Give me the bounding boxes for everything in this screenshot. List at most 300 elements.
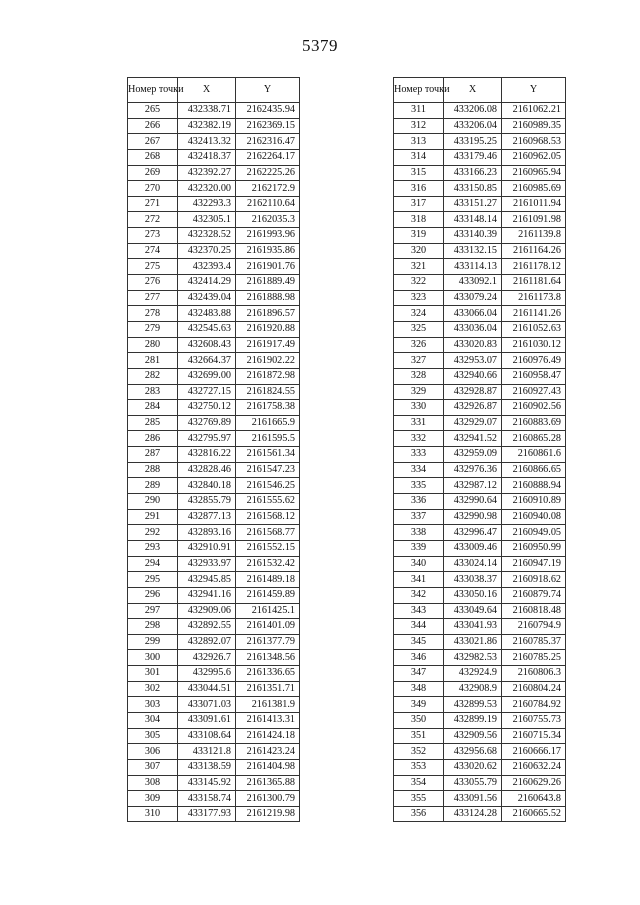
table-row xyxy=(128,196,300,212)
x-cell: 432828.46 xyxy=(178,462,236,478)
table-row xyxy=(394,806,566,822)
y-cell: 2161889.49 xyxy=(236,275,300,291)
x-cell: 433177.93 xyxy=(178,806,236,822)
x-cell: 433206.04 xyxy=(444,118,502,134)
table-row xyxy=(394,666,566,682)
y-cell: 2161901.76 xyxy=(236,259,300,275)
point-number-cell: 308 xyxy=(128,775,178,791)
x-cell: 432370.25 xyxy=(178,243,236,259)
x-cell: 432328.52 xyxy=(178,228,236,244)
table-row xyxy=(394,400,566,416)
header-point-number: Номер точки xyxy=(394,78,444,103)
y-cell: 2160755.73 xyxy=(502,712,566,728)
x-cell: 432928.87 xyxy=(444,384,502,400)
x-cell: 432995.6 xyxy=(178,666,236,682)
table-row xyxy=(394,134,566,150)
table-row xyxy=(394,165,566,181)
x-cell: 432392.27 xyxy=(178,165,236,181)
coordinates-table-left xyxy=(127,77,300,822)
y-cell: 2161178.12 xyxy=(502,259,566,275)
point-number-cell: 353 xyxy=(394,759,444,775)
point-number-cell: 342 xyxy=(394,587,444,603)
point-number-cell: 297 xyxy=(128,603,178,619)
x-cell: 432892.07 xyxy=(178,634,236,650)
table-row xyxy=(128,306,300,322)
x-cell: 433079.24 xyxy=(444,290,502,306)
x-cell: 432816.22 xyxy=(178,447,236,463)
table-row xyxy=(394,650,566,666)
x-cell: 432941.16 xyxy=(178,587,236,603)
point-number-cell: 307 xyxy=(128,759,178,775)
table-row xyxy=(394,759,566,775)
y-cell: 2160818.48 xyxy=(502,603,566,619)
x-cell: 432545.63 xyxy=(178,321,236,337)
point-number-cell: 298 xyxy=(128,619,178,635)
x-cell: 433091.61 xyxy=(178,712,236,728)
y-cell: 2161424.18 xyxy=(236,728,300,744)
x-cell: 433044.51 xyxy=(178,681,236,697)
y-cell: 2161917.49 xyxy=(236,337,300,353)
point-number-cell: 277 xyxy=(128,290,178,306)
x-cell: 432956.68 xyxy=(444,744,502,760)
table-row xyxy=(128,384,300,400)
y-cell: 2160861.6 xyxy=(502,447,566,463)
header-x: X xyxy=(444,78,502,103)
table-row xyxy=(128,759,300,775)
y-cell: 2161665.9 xyxy=(236,415,300,431)
table-row xyxy=(128,697,300,713)
x-cell: 432945.85 xyxy=(178,572,236,588)
point-number-cell: 281 xyxy=(128,353,178,369)
table-row xyxy=(128,525,300,541)
table-row xyxy=(394,431,566,447)
point-number-cell: 318 xyxy=(394,212,444,228)
point-number-cell: 294 xyxy=(128,556,178,572)
x-cell: 433166.23 xyxy=(444,165,502,181)
header-y: Y xyxy=(502,78,566,103)
y-cell: 2161758.38 xyxy=(236,400,300,416)
y-cell: 2160902.56 xyxy=(502,400,566,416)
y-cell: 2161173.8 xyxy=(502,290,566,306)
x-cell: 433151.27 xyxy=(444,196,502,212)
table-row xyxy=(128,791,300,807)
y-cell: 2160883.69 xyxy=(502,415,566,431)
y-cell: 2161555.62 xyxy=(236,494,300,510)
y-cell: 2160784.92 xyxy=(502,697,566,713)
x-cell: 433050.16 xyxy=(444,587,502,603)
y-cell: 2161824.55 xyxy=(236,384,300,400)
table-row xyxy=(394,181,566,197)
point-number-cell: 346 xyxy=(394,650,444,666)
point-number-cell: 316 xyxy=(394,181,444,197)
x-cell: 433179.46 xyxy=(444,149,502,165)
table-header-row xyxy=(394,78,566,103)
table-row xyxy=(128,634,300,650)
point-number-cell: 291 xyxy=(128,509,178,525)
point-number-cell: 300 xyxy=(128,650,178,666)
y-cell: 2162225.26 xyxy=(236,165,300,181)
point-number-cell: 286 xyxy=(128,431,178,447)
point-number-cell: 296 xyxy=(128,587,178,603)
x-cell: 433038.37 xyxy=(444,572,502,588)
table-row xyxy=(394,619,566,635)
point-number-cell: 267 xyxy=(128,134,178,150)
point-number-cell: 355 xyxy=(394,791,444,807)
point-number-cell: 328 xyxy=(394,368,444,384)
table-row xyxy=(394,368,566,384)
point-number-cell: 330 xyxy=(394,400,444,416)
x-cell: 432293.3 xyxy=(178,196,236,212)
x-cell: 432940.66 xyxy=(444,368,502,384)
x-cell: 433049.64 xyxy=(444,603,502,619)
header-x: X xyxy=(178,78,236,103)
point-number-cell: 319 xyxy=(394,228,444,244)
point-number-cell: 336 xyxy=(394,494,444,510)
y-cell: 2161141.26 xyxy=(502,306,566,322)
y-cell: 2161546.25 xyxy=(236,478,300,494)
x-cell: 433071.03 xyxy=(178,697,236,713)
table-row xyxy=(394,415,566,431)
y-cell: 2160865.28 xyxy=(502,431,566,447)
point-number-cell: 290 xyxy=(128,494,178,510)
point-number-cell: 356 xyxy=(394,806,444,822)
y-cell: 2161091.98 xyxy=(502,212,566,228)
table-row xyxy=(128,165,300,181)
y-cell: 2160968.53 xyxy=(502,134,566,150)
table-row xyxy=(394,712,566,728)
table-row xyxy=(128,447,300,463)
y-cell: 2160985.69 xyxy=(502,181,566,197)
table-row xyxy=(394,196,566,212)
x-cell: 432899.53 xyxy=(444,697,502,713)
table-row xyxy=(128,118,300,134)
y-cell: 2161381.9 xyxy=(236,697,300,713)
x-cell: 433148.14 xyxy=(444,212,502,228)
y-cell: 2161062.21 xyxy=(502,103,566,119)
header-point-number: Номер точки xyxy=(128,78,178,103)
table-row xyxy=(128,259,300,275)
x-cell: 432414.29 xyxy=(178,275,236,291)
point-number-cell: 350 xyxy=(394,712,444,728)
x-cell: 432909.06 xyxy=(178,603,236,619)
point-number-cell: 341 xyxy=(394,572,444,588)
table-row xyxy=(394,509,566,525)
x-cell: 433140.39 xyxy=(444,228,502,244)
table-row xyxy=(128,134,300,150)
x-cell: 433091.56 xyxy=(444,791,502,807)
y-cell: 2161164.26 xyxy=(502,243,566,259)
y-cell: 2160927.43 xyxy=(502,384,566,400)
point-number-cell: 345 xyxy=(394,634,444,650)
x-cell: 432908.9 xyxy=(444,681,502,697)
table-row xyxy=(394,525,566,541)
table-row xyxy=(394,118,566,134)
y-cell: 2161401.09 xyxy=(236,619,300,635)
x-cell: 432924.9 xyxy=(444,666,502,682)
table-row xyxy=(128,228,300,244)
table-row xyxy=(394,447,566,463)
table-row xyxy=(128,556,300,572)
x-cell: 432413.32 xyxy=(178,134,236,150)
x-cell: 432418.37 xyxy=(178,149,236,165)
table-row xyxy=(394,540,566,556)
x-cell: 432608.43 xyxy=(178,337,236,353)
table-row xyxy=(128,619,300,635)
table-row xyxy=(394,572,566,588)
point-number-cell: 304 xyxy=(128,712,178,728)
table-row xyxy=(394,259,566,275)
table-row xyxy=(394,775,566,791)
x-cell: 432941.52 xyxy=(444,431,502,447)
table-row xyxy=(394,603,566,619)
x-cell: 433195.25 xyxy=(444,134,502,150)
point-number-cell: 344 xyxy=(394,619,444,635)
table-row xyxy=(128,275,300,291)
y-cell: 2161459.89 xyxy=(236,587,300,603)
y-cell: 2160958.47 xyxy=(502,368,566,384)
point-number-cell: 351 xyxy=(394,728,444,744)
x-cell: 433145.92 xyxy=(178,775,236,791)
table-row xyxy=(128,806,300,822)
table-row xyxy=(128,572,300,588)
y-cell: 2161425.1 xyxy=(236,603,300,619)
table-row xyxy=(394,149,566,165)
y-cell: 2161365.88 xyxy=(236,775,300,791)
x-cell: 432953.07 xyxy=(444,353,502,369)
table-row xyxy=(394,275,566,291)
point-number-cell: 287 xyxy=(128,447,178,463)
y-cell: 2161377.79 xyxy=(236,634,300,650)
point-number-cell: 268 xyxy=(128,149,178,165)
y-cell: 2161348.56 xyxy=(236,650,300,666)
x-cell: 433055.79 xyxy=(444,775,502,791)
point-number-cell: 315 xyxy=(394,165,444,181)
y-cell: 2160715.34 xyxy=(502,728,566,744)
point-number-cell: 340 xyxy=(394,556,444,572)
y-cell: 2160976.49 xyxy=(502,353,566,369)
y-cell: 2160918.62 xyxy=(502,572,566,588)
x-cell: 432933.97 xyxy=(178,556,236,572)
point-number-cell: 337 xyxy=(394,509,444,525)
x-cell: 432926.87 xyxy=(444,400,502,416)
y-cell: 2160879.74 xyxy=(502,587,566,603)
x-cell: 433121.8 xyxy=(178,744,236,760)
point-number-cell: 329 xyxy=(394,384,444,400)
point-number-cell: 265 xyxy=(128,103,178,119)
x-cell: 433132.15 xyxy=(444,243,502,259)
x-cell: 432959.09 xyxy=(444,447,502,463)
table-row xyxy=(128,400,300,416)
table-row xyxy=(128,415,300,431)
x-cell: 432393.4 xyxy=(178,259,236,275)
y-cell: 2160806.3 xyxy=(502,666,566,682)
y-cell: 2161052.63 xyxy=(502,321,566,337)
y-cell: 2161888.98 xyxy=(236,290,300,306)
point-number-cell: 335 xyxy=(394,478,444,494)
point-number-cell: 280 xyxy=(128,337,178,353)
point-number-cell: 324 xyxy=(394,306,444,322)
x-cell: 432996.47 xyxy=(444,525,502,541)
point-number-cell: 349 xyxy=(394,697,444,713)
y-cell: 2160665.52 xyxy=(502,806,566,822)
x-cell: 433138.59 xyxy=(178,759,236,775)
table-row xyxy=(394,228,566,244)
point-number-cell: 323 xyxy=(394,290,444,306)
point-number-cell: 301 xyxy=(128,666,178,682)
table-row xyxy=(394,744,566,760)
y-cell: 2160965.94 xyxy=(502,165,566,181)
table-row xyxy=(394,243,566,259)
point-number-cell: 314 xyxy=(394,149,444,165)
y-cell: 2160632.24 xyxy=(502,759,566,775)
point-number-cell: 306 xyxy=(128,744,178,760)
point-number-cell: 321 xyxy=(394,259,444,275)
table-row xyxy=(128,321,300,337)
y-cell: 2160950.99 xyxy=(502,540,566,556)
point-number-cell: 303 xyxy=(128,697,178,713)
x-cell: 432699.00 xyxy=(178,368,236,384)
x-cell: 432926.7 xyxy=(178,650,236,666)
y-cell: 2161920.88 xyxy=(236,321,300,337)
table-row xyxy=(128,149,300,165)
point-number-cell: 288 xyxy=(128,462,178,478)
point-number-cell: 273 xyxy=(128,228,178,244)
y-cell: 2162264.17 xyxy=(236,149,300,165)
x-cell: 433021.86 xyxy=(444,634,502,650)
y-cell: 2161552.15 xyxy=(236,540,300,556)
y-cell: 2160910.89 xyxy=(502,494,566,510)
y-cell: 2161423.24 xyxy=(236,744,300,760)
y-cell: 2161181.64 xyxy=(502,275,566,291)
y-cell: 2162110.64 xyxy=(236,196,300,212)
coordinates-table-right xyxy=(393,77,566,822)
y-cell: 2160940.08 xyxy=(502,509,566,525)
x-cell: 432929.07 xyxy=(444,415,502,431)
x-cell: 432320.00 xyxy=(178,181,236,197)
table-row xyxy=(394,556,566,572)
y-cell: 2160866.65 xyxy=(502,462,566,478)
y-cell: 2161336.65 xyxy=(236,666,300,682)
x-cell: 432664.37 xyxy=(178,353,236,369)
point-number-cell: 272 xyxy=(128,212,178,228)
table-row xyxy=(394,306,566,322)
point-number-cell: 284 xyxy=(128,400,178,416)
y-cell: 2161489.18 xyxy=(236,572,300,588)
y-cell: 2161547.23 xyxy=(236,462,300,478)
table-row xyxy=(128,181,300,197)
x-cell: 432750.12 xyxy=(178,400,236,416)
y-cell: 2161896.57 xyxy=(236,306,300,322)
x-cell: 432727.15 xyxy=(178,384,236,400)
point-number-cell: 269 xyxy=(128,165,178,181)
x-cell: 433158.74 xyxy=(178,791,236,807)
point-number-cell: 266 xyxy=(128,118,178,134)
table-row xyxy=(394,587,566,603)
point-number-cell: 275 xyxy=(128,259,178,275)
x-cell: 432439.04 xyxy=(178,290,236,306)
table-row xyxy=(394,494,566,510)
table-row xyxy=(128,603,300,619)
table-row xyxy=(128,494,300,510)
table-row xyxy=(128,712,300,728)
table-row xyxy=(394,384,566,400)
point-number-cell: 299 xyxy=(128,634,178,650)
x-cell: 432899.19 xyxy=(444,712,502,728)
table-row xyxy=(128,587,300,603)
x-cell: 432795.97 xyxy=(178,431,236,447)
point-number-cell: 305 xyxy=(128,728,178,744)
x-cell: 432840.18 xyxy=(178,478,236,494)
point-number-cell: 354 xyxy=(394,775,444,791)
x-cell: 432855.79 xyxy=(178,494,236,510)
y-cell: 2160629.26 xyxy=(502,775,566,791)
point-number-cell: 311 xyxy=(394,103,444,119)
point-number-cell: 327 xyxy=(394,353,444,369)
y-cell: 2161872.98 xyxy=(236,368,300,384)
point-number-cell: 325 xyxy=(394,321,444,337)
table-row xyxy=(128,540,300,556)
table-row xyxy=(128,775,300,791)
point-number-cell: 343 xyxy=(394,603,444,619)
point-number-cell: 352 xyxy=(394,744,444,760)
x-cell: 433150.85 xyxy=(444,181,502,197)
y-cell: 2162316.47 xyxy=(236,134,300,150)
y-cell: 2161532.42 xyxy=(236,556,300,572)
table-row xyxy=(128,462,300,478)
header-y: Y xyxy=(236,78,300,103)
x-cell: 433114.13 xyxy=(444,259,502,275)
x-cell: 433108.64 xyxy=(178,728,236,744)
y-cell: 2160949.05 xyxy=(502,525,566,541)
x-cell: 433020.62 xyxy=(444,759,502,775)
x-cell: 433066.04 xyxy=(444,306,502,322)
x-cell: 433036.04 xyxy=(444,321,502,337)
x-cell: 432769.89 xyxy=(178,415,236,431)
x-cell: 432982.53 xyxy=(444,650,502,666)
table-row xyxy=(128,290,300,306)
table-row xyxy=(128,212,300,228)
y-cell: 2161011.94 xyxy=(502,196,566,212)
table-row xyxy=(128,478,300,494)
x-cell: 432892.55 xyxy=(178,619,236,635)
point-number-cell: 278 xyxy=(128,306,178,322)
table-row xyxy=(394,337,566,353)
table-row xyxy=(394,681,566,697)
x-cell: 432382.19 xyxy=(178,118,236,134)
table-row xyxy=(128,650,300,666)
x-cell: 433124.28 xyxy=(444,806,502,822)
x-cell: 433041.93 xyxy=(444,619,502,635)
y-cell: 2162435.94 xyxy=(236,103,300,119)
y-cell: 2160947.19 xyxy=(502,556,566,572)
point-number-cell: 313 xyxy=(394,134,444,150)
table-row xyxy=(394,634,566,650)
table-row xyxy=(128,509,300,525)
x-cell: 432483.88 xyxy=(178,306,236,322)
y-cell: 2161351.71 xyxy=(236,681,300,697)
x-cell: 432305.1 xyxy=(178,212,236,228)
point-number-cell: 309 xyxy=(128,791,178,807)
point-number-cell: 322 xyxy=(394,275,444,291)
point-number-cell: 333 xyxy=(394,447,444,463)
point-number-cell: 331 xyxy=(394,415,444,431)
point-number-cell: 289 xyxy=(128,478,178,494)
x-cell: 432909.56 xyxy=(444,728,502,744)
y-cell: 2160888.94 xyxy=(502,478,566,494)
point-number-cell: 292 xyxy=(128,525,178,541)
point-number-cell: 348 xyxy=(394,681,444,697)
table-row xyxy=(128,666,300,682)
